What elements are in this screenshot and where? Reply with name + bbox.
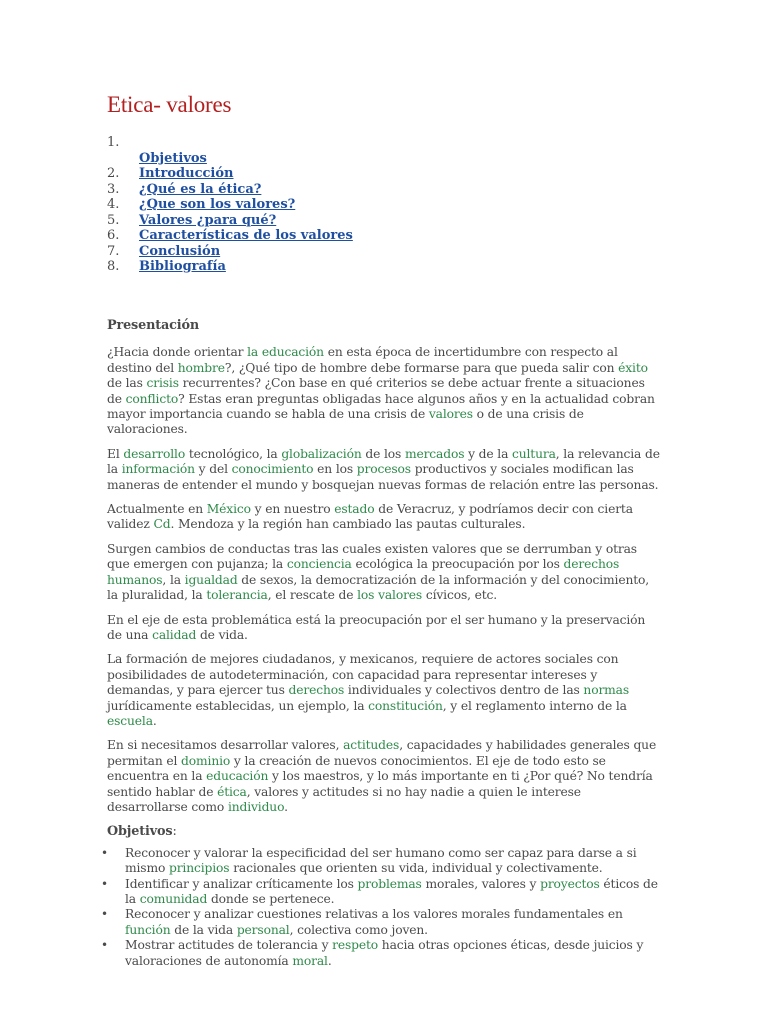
- inline-link[interactable]: derechos: [288, 683, 345, 698]
- objective-item: [101, 938, 662, 969]
- text-run: Identificar y analizar críticamente los: [125, 876, 358, 891]
- toc-link-bibliografia[interactable]: Bibliografía: [139, 259, 226, 274]
- text-run: y los maestros, y lo más importante en ti ¿Por qué? No tendría sentido hablar de: [107, 769, 653, 799]
- objectives-list: [101, 845, 662, 969]
- toc-number: 5.: [107, 212, 120, 228]
- text-run: de la vida: [170, 922, 237, 937]
- text-run: La formación de mejores ciudadanos, y mexicanos, requiere de actores sociales con posibilidades de autodeterminación, con capacidad para representar intereses y demandas, y para ejercer tus: [107, 652, 619, 698]
- inline-link[interactable]: conocimiento: [231, 462, 314, 477]
- text-run: Actualmente en: [107, 502, 207, 517]
- text-run: En si necesitamos desarrollar valores,: [107, 738, 344, 753]
- body-paragraph: [107, 738, 662, 815]
- bullet-icon: •: [101, 876, 108, 891]
- inline-link[interactable]: globalización: [281, 446, 362, 461]
- toc-item: [107, 228, 353, 244]
- inline-link[interactable]: la educación: [247, 345, 324, 360]
- section-heading-objetivos: [107, 824, 662, 839]
- body-paragraph: [107, 613, 662, 644]
- text-run: ?, ¿Qué tipo de hombre debe formarse para que pueda salir con: [224, 360, 619, 375]
- text-run: , la relevancia de la: [107, 446, 660, 477]
- article-body: [101, 318, 662, 969]
- table-of-contents: [107, 135, 353, 275]
- bullet-icon: •: [101, 938, 108, 953]
- inline-link[interactable]: proyectos: [540, 876, 600, 891]
- inline-link[interactable]: normas: [583, 683, 630, 698]
- objetivos-heading-text: Objetivos: [107, 824, 173, 840]
- toc-number: 7.: [107, 243, 120, 259]
- page-title: Etica- valores: [107, 92, 232, 117]
- toc-item: [107, 244, 353, 260]
- toc-number: 8.: [107, 259, 120, 274]
- toc-number: 6.: [107, 228, 120, 243]
- text-run: , colectiva como joven.: [289, 922, 428, 937]
- text-run: y la creación de nuevos conocimientos. El eje de todo esto se encuentra en la: [107, 753, 606, 784]
- toc-number: 4.: [107, 197, 120, 212]
- inline-link[interactable]: crisis: [146, 376, 179, 391]
- text-run: tecnológico, la: [185, 446, 282, 461]
- inline-link[interactable]: escuela: [107, 713, 153, 728]
- inline-link[interactable]: comunidad: [139, 892, 208, 906]
- text-run: Mostrar actitudes de tolerancia y: [125, 938, 333, 953]
- objective-item: [101, 907, 662, 938]
- text-run: . Mendoza y la región han cambiado las pautas culturales.: [170, 517, 526, 532]
- text-run: en los: [313, 462, 357, 477]
- toc-link-conclusion[interactable]: Conclusión: [139, 243, 221, 259]
- inline-link[interactable]: igualdad: [184, 572, 238, 587]
- text-run: morales, valores y: [421, 876, 541, 891]
- toc-number: 2.: [107, 166, 120, 181]
- toc-item: [107, 197, 353, 213]
- text-run: , y el reglamento interno de la: [442, 698, 627, 713]
- inline-link[interactable]: principios: [168, 861, 230, 876]
- toc-item: [107, 135, 353, 166]
- objective-text: [125, 907, 623, 936]
- inline-link[interactable]: conciencia: [286, 557, 352, 572]
- text-run: .: [284, 799, 288, 814]
- text-run: , el rescate de: [267, 588, 358, 603]
- toc-link-valores-para-que[interactable]: Valores ¿para qué?: [139, 212, 277, 228]
- text-run: individuales y colectivos dentro de las: [344, 683, 584, 698]
- inline-link[interactable]: procesos: [356, 462, 411, 477]
- body-paragraph: [107, 345, 662, 437]
- inline-link[interactable]: individuo: [227, 799, 285, 814]
- inline-link[interactable]: valores: [428, 407, 473, 422]
- toc-link-que-son-los-valores[interactable]: ¿Que son los valores?: [139, 197, 296, 212]
- text-run: productivos y sociales modifican las maneras de entender el mundo y bosquejan nuevas formas de relación entre las personas.: [107, 462, 659, 492]
- inline-link[interactable]: función: [125, 922, 171, 937]
- text-run: de sexos, la democratización de la información y del conocimiento, la pluralidad, la: [107, 572, 650, 603]
- objective-text: [125, 938, 643, 967]
- objective-item: [101, 876, 662, 908]
- text-run: de vida.: [196, 627, 248, 642]
- text-run: en esta época de incertidumbre con respecto al destino del: [107, 345, 618, 375]
- inline-link[interactable]: desarrollo: [123, 446, 186, 461]
- text-run: Reconocer y valorar la especificidad del ser humano como ser capaz para darse a si mismo: [125, 845, 637, 876]
- text-run: El: [107, 446, 124, 461]
- inline-link[interactable]: calidad: [152, 627, 197, 642]
- text-run: de los: [361, 446, 405, 461]
- text-run: En el eje de esta problemática está la preocupación por el ser humano y la preservación de una: [107, 612, 646, 642]
- text-run: , la: [162, 572, 185, 587]
- objective-text: [125, 846, 637, 875]
- text-run: o de una crisis de valoraciones.: [107, 407, 584, 437]
- text-run: .: [152, 713, 157, 728]
- inline-link[interactable]: mercados: [404, 446, 465, 461]
- text-run: ? Estas eran preguntas obligadas hace algunos años y en la actualidad cobran mayor importancia cuando se habla de una crisis de: [107, 391, 655, 422]
- text-run: donde se pertenece.: [207, 892, 335, 906]
- text-run: .: [327, 953, 332, 968]
- objective-text: [125, 877, 658, 906]
- toc-item: [107, 259, 353, 275]
- section-heading-presentacion: Presentación: [107, 318, 200, 333]
- toc-item: [107, 182, 353, 198]
- toc-number: 3.: [107, 181, 120, 197]
- toc-link-que-es-la-etica[interactable]: ¿Qué es la ética?: [139, 181, 262, 197]
- inline-link[interactable]: problemas: [357, 876, 422, 891]
- inline-link[interactable]: ética: [217, 784, 247, 799]
- body-paragraph: [107, 652, 662, 729]
- text-run: éticos de la: [125, 876, 658, 906]
- inline-link[interactable]: México: [206, 502, 251, 517]
- inline-link[interactable]: moral: [292, 953, 328, 968]
- text-run: y en nuestro: [250, 502, 335, 517]
- inline-link[interactable]: respeto: [332, 938, 379, 953]
- inline-link[interactable]: Cd: [153, 517, 171, 532]
- text-run: hacia otras opciones éticas, desde juicios y valoraciones de autonomía: [125, 938, 644, 968]
- inline-link[interactable]: tolerancia: [206, 588, 268, 603]
- bullet-icon: •: [101, 845, 108, 860]
- inline-link[interactable]: dominio: [181, 753, 231, 768]
- text-run: Surgen cambios de conductas tras las cuales existen valores que se derrumban y otras que emergen con pujanza; la: [107, 541, 637, 572]
- toc-item: [107, 166, 353, 182]
- text-run: ecológica la preocupación por los: [351, 557, 564, 572]
- toc-link-caracteristicas[interactable]: Características de los valores: [139, 228, 353, 243]
- inline-link[interactable]: estado: [334, 502, 375, 517]
- toc-item: [107, 213, 353, 229]
- text-run: recurrentes? ¿Con base en qué criterios se debe actuar frente a situaciones de: [107, 376, 645, 406]
- text-run: y del: [194, 462, 232, 477]
- objetivos-heading-colon: :: [172, 824, 177, 840]
- toc-link-objetivos[interactable]: Objetivos: [139, 150, 207, 166]
- text-run: Reconocer y analizar cuestiones relativas a los valores morales fundamentales en: [125, 907, 623, 922]
- inline-link[interactable]: hombre: [177, 360, 225, 375]
- text-run: , capacidades y habilidades generales que permitan el: [107, 738, 657, 768]
- inline-link[interactable]: los valores: [357, 588, 423, 603]
- text-run: ¿Hacia donde orientar: [107, 345, 248, 360]
- inline-link[interactable]: derechos humanos: [107, 557, 620, 587]
- text-run: y de la: [464, 446, 513, 461]
- inline-link[interactable]: personal: [236, 922, 290, 937]
- bullet-icon: •: [101, 907, 108, 922]
- inline-link[interactable]: éxito: [618, 360, 648, 375]
- body-paragraph: [107, 502, 662, 533]
- text-run: cívicos, etc.: [422, 588, 498, 603]
- inline-link[interactable]: educación: [206, 769, 269, 784]
- toc-number: 1.: [107, 135, 120, 150]
- inline-link[interactable]: actitudes: [343, 738, 400, 753]
- text-run: racionales que orienten su vida, individual y colectivamente.: [229, 861, 603, 876]
- body-paragraph: [107, 447, 662, 493]
- toc-link-introduccion[interactable]: Introducción: [139, 166, 234, 181]
- inline-link[interactable]: información: [121, 462, 195, 477]
- inline-link[interactable]: conflicto: [125, 391, 179, 406]
- inline-link[interactable]: constitución: [368, 698, 443, 713]
- inline-link[interactable]: cultura: [512, 446, 556, 461]
- objective-item: [101, 845, 662, 877]
- text-run: de las: [107, 376, 147, 391]
- text-run: de Veracruz, y podríamos decir con cierta validez: [107, 502, 633, 532]
- body-paragraph: [107, 542, 662, 604]
- text-run: jurídicamente establecidas, un ejemplo, la: [107, 698, 369, 713]
- text-run: , valores y actitudes si no hay nadie a quien le interese desarrollarse como: [107, 784, 581, 814]
